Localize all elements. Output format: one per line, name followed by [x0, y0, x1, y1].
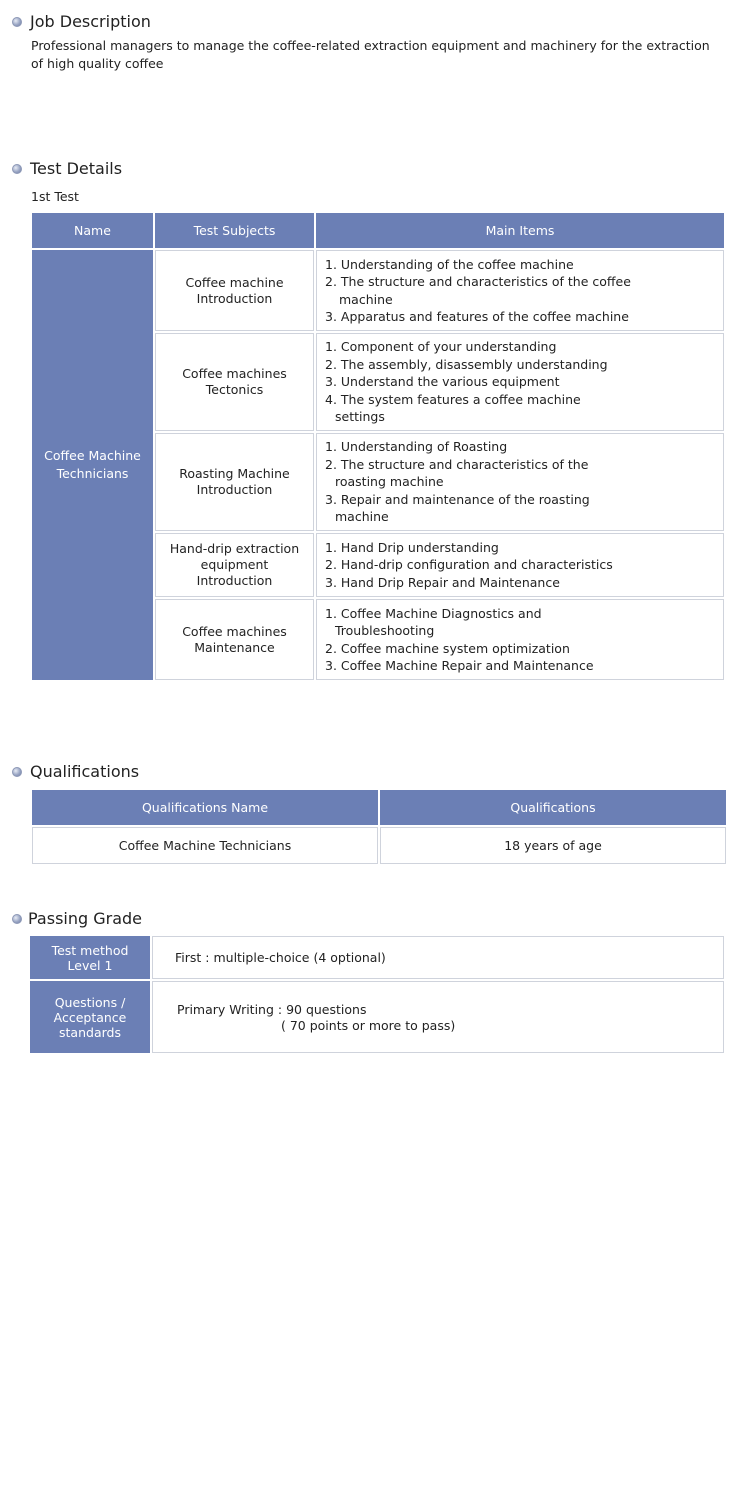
table-row: [32, 827, 726, 864]
column-header: Test Subjects: [155, 213, 314, 248]
main-items-cell: [316, 433, 724, 531]
test-details-table: [30, 211, 726, 682]
section-title: Qualifications: [30, 762, 140, 781]
writing-questions: Primary Writing : 90 questions: [177, 1002, 367, 1017]
technician-name-cell: Coffee Machine Technicians: [32, 250, 153, 680]
test-subject-cell: Hand-drip extraction equipment Introduction: [155, 533, 314, 597]
bullet-icon: [12, 164, 22, 174]
qualification-name-cell: Coffee Machine Technicians: [32, 827, 378, 864]
acceptance-standards-value: [152, 981, 724, 1053]
list-item: machine: [339, 291, 393, 307]
list-item: 1. Component of your understanding: [325, 339, 557, 355]
test-method-value: First : multiple-choice (4 optional): [152, 936, 724, 979]
main-items-cell: [316, 333, 724, 431]
list-item: 1. Hand Drip understanding: [325, 539, 499, 555]
list-item: 1. Coffee Machine Diagnostics and: [325, 605, 542, 621]
column-header: Qualifications Name: [32, 790, 378, 825]
column-header: Name: [32, 213, 153, 248]
passing-grade-heading: [12, 909, 142, 928]
table-row: [30, 981, 724, 1053]
list-item: 3. Apparatus and features of the coffee machine: [325, 309, 629, 324]
table-header-row: [32, 213, 724, 248]
list-item: 2. The structure and characteristics of the: [325, 456, 589, 472]
list-item: 2. Coffee machine system optimization: [325, 640, 570, 656]
list-item: 3. Understand the various equipment: [325, 374, 560, 390]
job-description-text: Professional managers to manage the coffee-related extraction equipment and machinery for the extraction of high quality coffee: [31, 38, 710, 71]
list-item: Troubleshooting: [335, 623, 435, 638]
list-item: roasting machine: [335, 474, 444, 490]
main-items-cell: [316, 533, 724, 597]
list-item: 2. The assembly, disassembly understanding: [325, 356, 608, 372]
list-item: 3. Coffee Machine Repair and Maintenance: [325, 658, 594, 673]
list-item: settings: [335, 409, 385, 425]
acceptance-standards-label: Questions / Acceptance standards: [30, 981, 150, 1053]
column-header: Main Items: [316, 213, 724, 248]
list-item: 2. Hand-drip configuration and characteristics: [325, 557, 613, 573]
job-description-heading: [12, 12, 151, 31]
main-items-cell: [316, 250, 724, 331]
section-title: Passing Grade: [28, 909, 143, 928]
bullet-icon: [12, 767, 22, 777]
list-item: 4. The system features a coffee machine: [325, 391, 581, 407]
bullet-icon: [12, 17, 22, 27]
test-method-label: Test method Level 1: [30, 936, 150, 979]
qualifications-table: [30, 788, 728, 866]
qualifications-heading: [12, 762, 139, 781]
test-subject-cell: Coffee machine Introduction: [155, 250, 314, 331]
column-header: Qualifications: [380, 790, 726, 825]
test-details-heading: [12, 159, 122, 178]
list-item: 1. Understanding of the coffee machine: [325, 256, 574, 272]
bullet-icon: [12, 914, 22, 924]
list-item: 3. Repair and maintenance of the roasting: [325, 491, 590, 507]
section-title: Job Description: [30, 12, 151, 31]
list-item: 1. Understanding of Roasting: [325, 439, 508, 455]
test-subject-cell: Coffee machines Tectonics: [155, 333, 314, 431]
section-title: Test Details: [30, 159, 123, 178]
list-item: machine: [335, 509, 389, 525]
test-subtitle: 1st Test: [31, 189, 79, 204]
list-item: 3. Hand Drip Repair and Maintenance: [325, 574, 560, 590]
table-row: [32, 250, 724, 331]
passing-points: ( 70 points or more to pass): [281, 1018, 456, 1033]
qualification-requirement-cell: 18 years of age: [380, 827, 726, 864]
list-item: 2. The structure and characteristics of the coffee: [325, 274, 631, 289]
table-header-row: [32, 790, 726, 825]
test-subject-cell: Roasting Machine Introduction: [155, 433, 314, 531]
test-subject-cell: Coffee machines Maintenance: [155, 599, 314, 680]
passing-grade-table: [28, 934, 726, 1055]
main-items-cell: [316, 599, 724, 680]
table-row: [30, 936, 724, 979]
